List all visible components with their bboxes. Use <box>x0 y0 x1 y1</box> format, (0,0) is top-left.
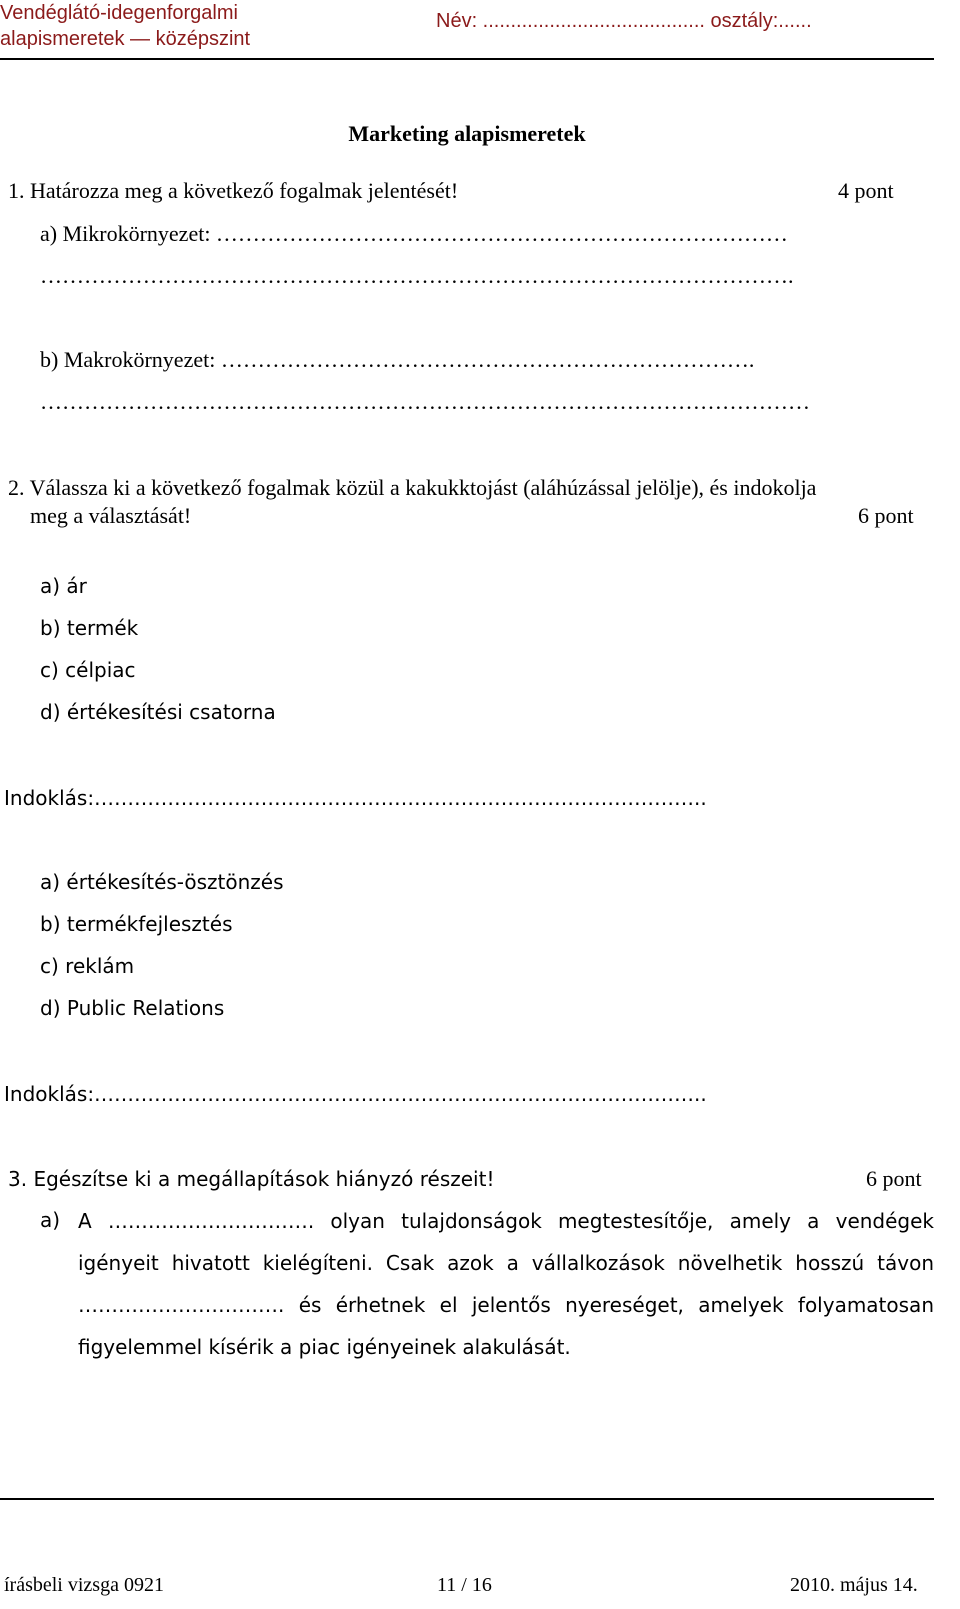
footer-date: 2010. május 14. <box>790 1574 918 1596</box>
name-class-field: Név: ........................................ osztály:...... <box>436 10 812 32</box>
q3-points: 6 pont <box>866 1166 922 1191</box>
q1-prompt: 1. Határozza meg a következő fogalmak jelentését! <box>8 178 459 203</box>
q2-points: 6 pont <box>858 503 914 528</box>
q2-set2-option[interactable]: b) termékfejlesztés <box>40 912 233 936</box>
exam-subject-line1: Vendéglátó-idegenforgalmi <box>0 2 238 24</box>
section-title: Marketing alapismeretek <box>348 121 586 146</box>
q2-prompt-line1: 2. Válassza ki a következő fogalmak közül a kakukktojást (aláhúzással jelölje), és indokolja <box>8 475 817 500</box>
exam-subject <box>0 0 250 52</box>
q3-item-label: a) <box>40 1208 61 1232</box>
footer-page-number: 11 / 16 <box>437 1574 492 1596</box>
q2-set2-option[interactable]: a) értékesítés-ösztönzés <box>40 870 284 894</box>
q2-prompt-line2: meg a választását! <box>30 503 192 528</box>
q2-reason1-line: Indoklás:……………………………………………………………………………….. <box>4 786 707 810</box>
q3-prompt: 3. Egészítse ki a megállapítások hiányzó részeit! <box>8 1167 495 1191</box>
exam-subject-line2: alapismeretek — középszint <box>0 28 251 50</box>
q2-set1-option[interactable]: b) termék <box>40 616 139 640</box>
footer-exam-code: írásbeli vizsga 0921 <box>4 1574 164 1596</box>
q1-item-a-continuation: …………………………………………………………………………………………. <box>40 263 794 288</box>
q2-set2-option[interactable]: c) reklám <box>40 954 135 978</box>
q2-set1-option[interactable]: a) ár <box>40 574 87 598</box>
q1-item-b-continuation: …………………………………………………………………………………………… <box>40 389 810 414</box>
q1-item-b: b) Makrokörnyezet: ………………………………………………………………. <box>40 347 755 372</box>
q1-points: 4 pont <box>838 178 894 203</box>
footer-divider <box>0 1498 934 1500</box>
q2-reason2-line: Indoklás:……………………………………………………………………………….. <box>4 1082 707 1106</box>
q2-set1-option[interactable]: c) célpiac <box>40 658 136 682</box>
q2-set1-option[interactable]: d) értékesítési csatorna <box>40 700 276 724</box>
q3-fill-in-text: A …………………………. olyan tulajdonságok megtestesítője, amely a vendégek igényeit hivatott kielégíteni. Csak azok a vállalkozások növelhetik hosszú távon …………………………. és érhetnek el jelentős nyereséget, amelyek folyamatosan figyelemmel kísérik a piac igényeinek alakulását. <box>78 1209 934 1359</box>
q1-item-a: a) Mikrokörnyezet: …………………………………………………………………… <box>40 221 788 246</box>
q2-set2-option[interactable]: d) Public Relations <box>40 996 225 1020</box>
header-divider <box>0 58 934 60</box>
